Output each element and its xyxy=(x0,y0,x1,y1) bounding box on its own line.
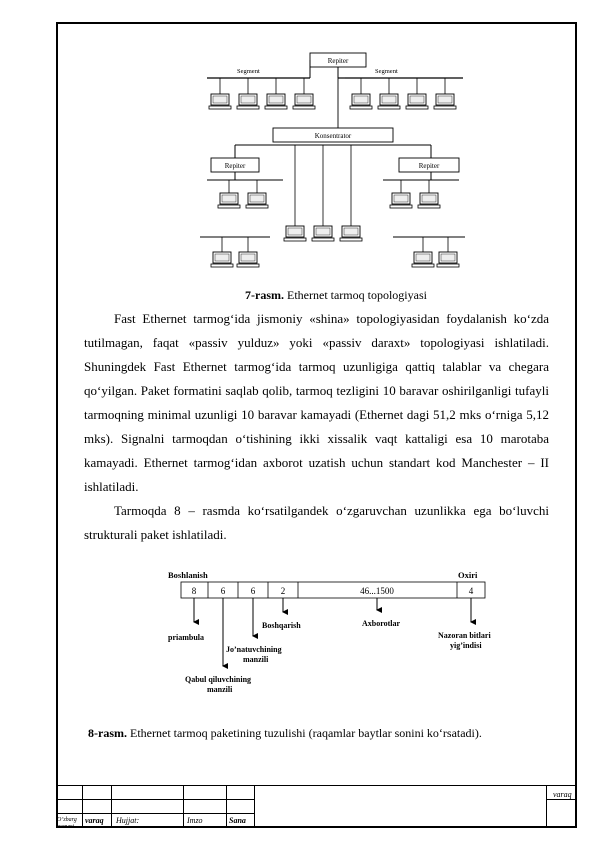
field-checksum: 4 xyxy=(468,586,474,596)
packet-diagram xyxy=(160,566,515,700)
checksum-label-1: Nazoran bitlari xyxy=(438,631,491,640)
figure-8-caption-text: Ethernet tarmoq paketining tuzulishi (raqamlar baytlar sonini ko‘rsatadi). xyxy=(127,726,482,740)
figure-7-caption-text: Ethernet tarmoq topologiyasi xyxy=(284,288,427,302)
konsentrator-label: Konsentrator xyxy=(314,132,352,140)
hujjat-label: Hujjat: xyxy=(116,816,140,825)
sender-label-1: Jo’natuvchining xyxy=(226,645,282,654)
data-label: Axborotlar xyxy=(362,619,401,628)
repiter-top-label: Repiter xyxy=(327,57,349,65)
ozgarish-label: O’zbarg xyxy=(57,817,77,823)
receiver-label-2: manzili xyxy=(207,685,233,694)
paragraph-1: Fast Ethernet tarmog‘ida jismoniy «shina» topologiyasidan foydalanish ko‘zda tutilmagan, faqat «passiv yulduz» yoki «passiv daraxt» topologiyasi ishlatiladi. Shuningdek Fast Ethernet tarmog‘ida tarmoq uzunligiga qattiq talablar va chegara qo‘yilgan. Paket formatini saqlab qolib, tarmoq tezligini 10 baravar oshirilganligi tufayli tarmoqning minimal uzunligi 10 baravar kamayadi (Ethernet dagi 51,2 mks o‘rniga 5,12 mks). Signalni tarmoqdan o‘tishining ikki xissalik vaqt kattaligi esa 10 marotaba kamayadi. Ethernet tarmog‘idan axborot uzatish uchun standart kod Manchester – II ishlatiladi. xyxy=(84,311,549,494)
figure-8-caption-number: 8-rasm. xyxy=(88,726,127,740)
field-preamble: 8 xyxy=(191,586,197,596)
checksum-label-2: yig’indisi xyxy=(450,641,482,650)
segment-left-label: Segment xyxy=(237,68,260,75)
field-control: 2 xyxy=(280,586,286,596)
figure-8-caption xyxy=(88,726,482,741)
end-label: Oxiri xyxy=(458,570,478,580)
figure-8-packet xyxy=(160,566,515,700)
sana-label: Sana xyxy=(229,816,246,825)
preamble-label: priambula xyxy=(168,633,205,642)
segment-right-label: Segment xyxy=(375,68,398,75)
start-label: Boshlanish xyxy=(168,570,208,580)
receiver-label-1: Qabul qiluvchining xyxy=(185,675,252,684)
figure-7-caption xyxy=(245,288,427,303)
figure-7-caption-number: 7-rasm. xyxy=(245,288,284,302)
varaq-label: varaq xyxy=(85,816,104,825)
sender-label-2: manzili xyxy=(243,655,269,664)
field-sender: 6 xyxy=(250,586,256,596)
body-text xyxy=(84,307,549,547)
paragraph-2: Tarmoqda 8 – rasmda ko‘rsatilgandek o‘zgaruvchan uzunlikka ega bo‘luvchi strukturali paket ishlatiladi. xyxy=(84,503,549,542)
topology-diagram xyxy=(195,48,475,273)
imzo-label: Imzo xyxy=(187,816,203,825)
repiter-right-label: Repiter xyxy=(418,162,440,170)
field-data: 46...1500 xyxy=(360,586,394,596)
control-label: Boshqarish xyxy=(262,621,301,630)
nomeri-label: nomeri xyxy=(57,824,74,830)
field-receiver: 6 xyxy=(220,586,226,596)
repiter-left-label: Repiter xyxy=(224,162,246,170)
figure-7-topology xyxy=(195,48,475,273)
title-block xyxy=(56,785,577,828)
varaq-top-label: varaq xyxy=(553,790,572,799)
